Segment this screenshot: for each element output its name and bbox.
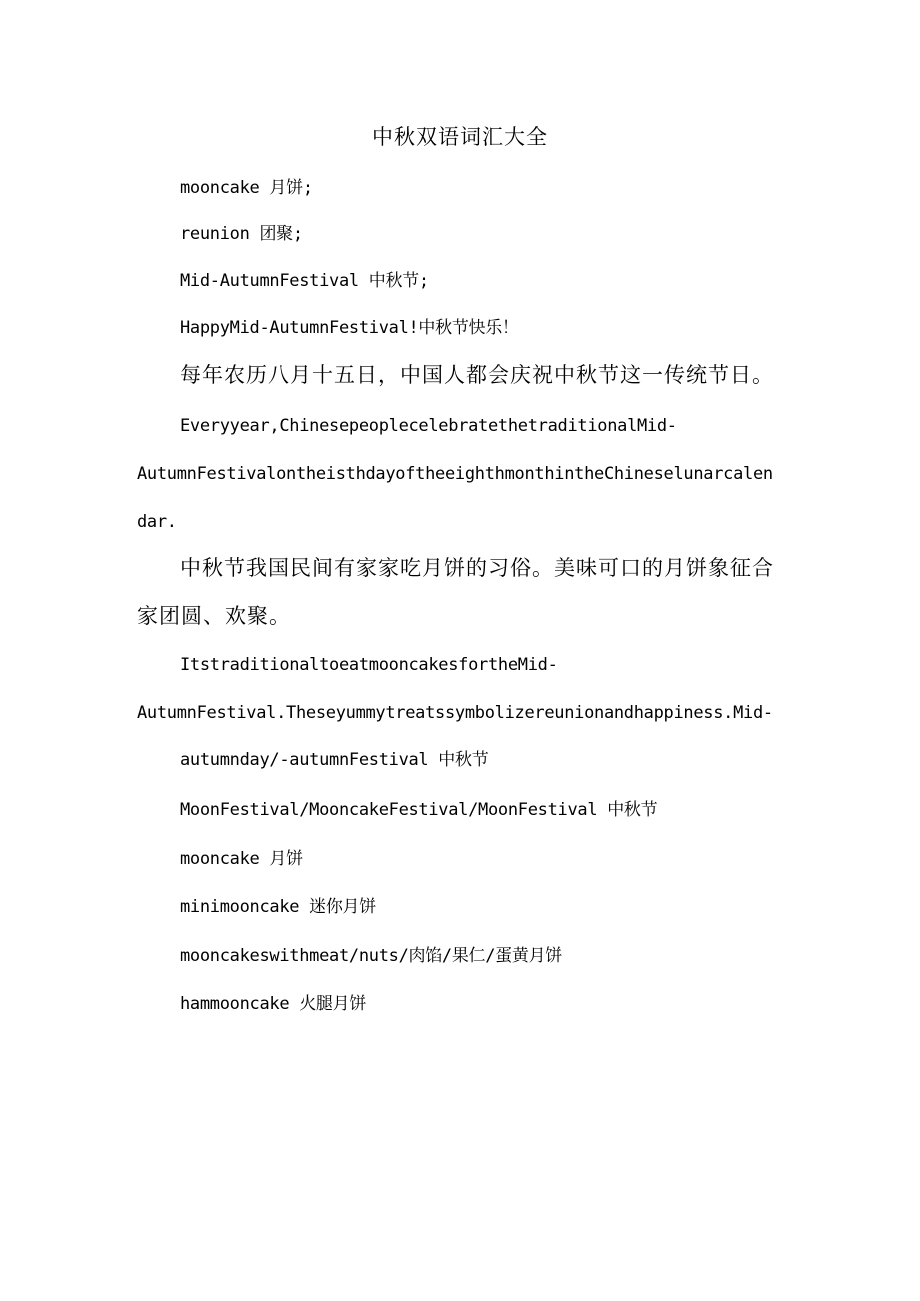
vocab-item: mooncakeswithmeat/nuts/肉馅/果仁/蛋黄月饼 [180, 946, 562, 966]
paragraph-english-line: ItstraditionaltoeatmooncakesfortheMid- [180, 655, 558, 675]
paragraph-english-line: AutumnFestival.Theseyummytreatssymbolizereunionandhappiness.Mid- [137, 703, 773, 723]
paragraph-english-line: Everyyear,ChinesepeoplecelebratethetraditionalMid- [180, 416, 677, 436]
paragraph-english-line: dar. [137, 512, 177, 532]
vocab-item: minimooncake 迷你月饼 [180, 897, 376, 917]
paragraph-chinese: 中秋节我国民间有家家吃月饼的习俗。美味可口的月饼象征合家团圆、欢聚。 [137, 556, 774, 628]
paragraph-chinese: 每年农历八月十五日，中国人都会庆祝中秋节这一传统节日。 [180, 363, 774, 387]
vocab-item: mooncake 月饼; [180, 178, 313, 198]
vocab-item: hammooncake 火腿月饼 [180, 994, 367, 1014]
vocab-item: autumnday/-autumnFestival 中秋节 [180, 750, 489, 770]
vocab-item: MoonFestival/MooncakeFestival/MoonFestival 中秋节 [180, 800, 658, 820]
vocab-item: Mid-AutumnFestival 中秋节; [180, 271, 429, 291]
vocab-item: HappyMid-AutumnFestival!中秋节快乐！ [180, 318, 519, 338]
vocab-item: reunion 团聚; [180, 224, 303, 244]
document-title: 中秋双语词汇大全 [372, 125, 548, 149]
vocab-item: mooncake 月饼 [180, 849, 303, 869]
paragraph-english-line: AutumnFestivalontheisthdayoftheeighthmonthintheChineselunarcalen [137, 464, 773, 484]
